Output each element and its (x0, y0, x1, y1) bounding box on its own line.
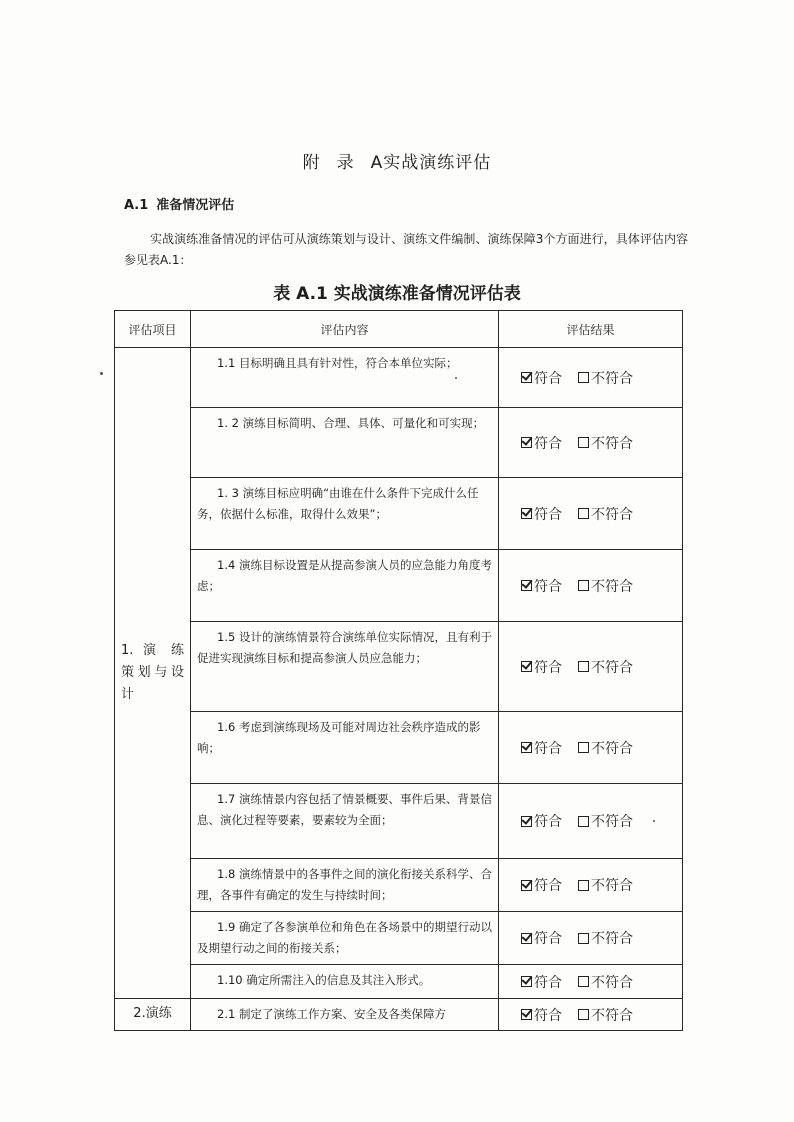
option-conform[interactable] (521, 433, 562, 453)
evaluation-item-2: 2.演练 (115, 999, 191, 1031)
evaluation-content-text: 1.8 演练情景中的各事件之间的演化衔接关系科学、合理，各事件有确定的发生与持续时间； (197, 867, 492, 902)
option-conform[interactable] (521, 928, 562, 948)
table-row (115, 965, 683, 999)
checked-checkbox[interactable] (521, 816, 532, 827)
option-label: 符合 (534, 974, 562, 991)
option-label: 不符合 (591, 659, 633, 676)
unchecked-checkbox[interactable] (578, 661, 589, 672)
option-nonconform[interactable] (578, 738, 633, 758)
evaluation-table (114, 310, 683, 1031)
option-nonconform[interactable] (578, 433, 633, 453)
table-row (115, 912, 683, 965)
evaluation-content-text: 1.5 设计的演练情景符合演练单位实际情况，且有利于促进实现演练目标和提高参演人员应急能力； (197, 630, 492, 665)
section-title: 准备情况评估 (156, 198, 235, 213)
evaluation-content (191, 550, 499, 622)
checked-checkbox[interactable] (521, 880, 532, 891)
option-label: 符合 (534, 1007, 562, 1024)
evaluation-result (499, 348, 683, 408)
evaluation-content-text: 1. 3 演练目标应明确“由谁在什么条件下完成什么任务，依据什么标准，取得什么效果”； (197, 486, 479, 521)
unchecked-checkbox[interactable] (578, 580, 589, 591)
appendix-title-part1: 附 (302, 153, 321, 173)
option-label: 符合 (534, 878, 562, 894)
unchecked-checkbox[interactable] (578, 1009, 589, 1020)
option-conform[interactable] (521, 738, 562, 758)
option-label: 不符合 (591, 974, 633, 991)
option-label: 不符合 (591, 506, 633, 523)
option-nonconform[interactable] (578, 875, 633, 895)
option-label: 符合 (534, 740, 562, 757)
evaluation-content-text: 1. 2 演练目标简明、合理、具体、可量化和可实现； (217, 416, 485, 430)
checked-checkbox[interactable] (521, 742, 532, 753)
option-conform[interactable] (521, 657, 562, 677)
header-item: 评估项目 (115, 311, 191, 348)
checked-checkbox[interactable] (521, 437, 532, 448)
option-conform[interactable] (521, 972, 562, 992)
evaluation-content-text: 1.7 演练情景内容包括了情景概要、事件后果、背景信息、演化过程等要素，要素较为全面； (197, 792, 492, 827)
evaluation-content (191, 348, 499, 408)
option-label: 不符合 (591, 878, 633, 894)
option-label: 不符合 (591, 740, 633, 757)
option-nonconform[interactable] (578, 972, 633, 992)
option-label: 符合 (534, 659, 562, 676)
evaluation-content (191, 859, 499, 912)
scan-speck (455, 377, 457, 379)
unchecked-checkbox[interactable] (578, 816, 589, 827)
evaluation-result (499, 965, 683, 999)
option-nonconform[interactable] (578, 1005, 633, 1025)
table-row (115, 622, 683, 712)
section-number: A.1 (124, 198, 149, 213)
checked-checkbox[interactable] (521, 976, 532, 987)
evaluation-result (499, 478, 683, 550)
table-row (115, 999, 683, 1031)
option-conform[interactable] (521, 1005, 562, 1025)
appendix-title (0, 148, 794, 173)
table-caption: 表 A.1 实战演练准备情况评估表 (273, 284, 521, 304)
evaluation-content-text: 1.9 确定了各参演单位和角色在各场景中的期望行动以及期望行动之间的衔接关系； (197, 920, 492, 955)
checked-checkbox[interactable] (521, 1009, 532, 1020)
evaluation-content (191, 999, 499, 1031)
evaluation-result (499, 712, 683, 784)
evaluation-content (191, 408, 499, 478)
option-label: 符合 (534, 506, 562, 523)
option-label: 不符合 (591, 931, 633, 947)
option-nonconform[interactable] (578, 928, 633, 948)
appendix-title-part2: 录 (336, 153, 355, 173)
unchecked-checkbox[interactable] (578, 742, 589, 753)
unchecked-checkbox[interactable] (578, 933, 589, 944)
checked-checkbox[interactable] (521, 580, 532, 591)
option-label: 符合 (534, 370, 562, 387)
evaluation-result (499, 999, 683, 1031)
table-row (115, 784, 683, 859)
option-label: 符合 (534, 578, 562, 595)
unchecked-checkbox[interactable] (578, 372, 589, 383)
scan-speck (653, 820, 655, 822)
evaluation-content-text: 2.1 制定了演练工作方案、安全及各类保障方 (217, 1007, 446, 1021)
section-heading (124, 194, 234, 213)
option-nonconform[interactable] (578, 368, 633, 388)
checked-checkbox[interactable] (521, 933, 532, 944)
option-conform[interactable] (521, 875, 562, 895)
evaluation-content (191, 478, 499, 550)
scan-speck (100, 372, 103, 375)
option-label: 不符合 (591, 370, 633, 387)
unchecked-checkbox[interactable] (578, 508, 589, 519)
option-label: 不符合 (591, 578, 633, 595)
unchecked-checkbox[interactable] (578, 976, 589, 987)
option-conform[interactable] (521, 811, 562, 831)
evaluation-content (191, 622, 499, 712)
evaluation-result (499, 622, 683, 712)
option-conform[interactable] (521, 368, 562, 388)
appendix-title-part3: A实战演练评估 (370, 153, 492, 173)
option-label: 不符合 (591, 1007, 633, 1024)
checked-checkbox[interactable] (521, 661, 532, 672)
evaluation-item-1: 1. 演 练 策划与设计 (115, 348, 191, 999)
option-conform[interactable] (521, 504, 562, 524)
evaluation-content-text: 1.6 考虑到演练现场及可能对周边社会秩序造成的影响； (197, 720, 481, 755)
evaluation-content-text: 1.10 确定所需注入的信息及其注入形式。 (217, 973, 431, 987)
evaluation-content (191, 712, 499, 784)
unchecked-checkbox[interactable] (578, 880, 589, 891)
header-result: 评估结果 (499, 311, 683, 348)
option-nonconform[interactable] (578, 657, 633, 677)
table-row (115, 712, 683, 784)
evaluation-content (191, 784, 499, 859)
option-label: 不符合 (591, 435, 633, 452)
unchecked-checkbox[interactable] (578, 437, 589, 448)
evaluation-content-text: 1.1 目标明确且具有针对性，符合本单位实际； (217, 356, 458, 370)
checked-checkbox[interactable] (521, 508, 532, 519)
evaluation-content (191, 965, 499, 999)
table-row (115, 348, 683, 408)
option-nonconform[interactable] (578, 576, 633, 596)
option-label: 符合 (534, 435, 562, 452)
option-nonconform[interactable] (578, 504, 633, 524)
evaluation-content-text: 1.4 演练目标设置是从提高参演人员的应急能力角度考虑； (197, 558, 492, 593)
evaluation-result (499, 408, 683, 478)
option-conform[interactable] (521, 576, 562, 596)
option-label: 符合 (534, 814, 562, 830)
checked-checkbox[interactable] (521, 372, 532, 383)
option-label: 不符合 (591, 814, 633, 830)
table-row (115, 478, 683, 550)
table-row (115, 859, 683, 912)
table-header-row (115, 311, 683, 348)
header-content: 评估内容 (191, 311, 499, 348)
evaluation-result (499, 912, 683, 965)
evaluation-content (191, 912, 499, 965)
option-nonconform[interactable] (578, 811, 633, 831)
evaluation-result (499, 550, 683, 622)
intro-paragraph: 实战演练准备情况的评估可从演练策划与设计、演练文件编制、演练保障3个方面进行，具体评估内容参见表A.1： (124, 232, 688, 267)
evaluation-result (499, 859, 683, 912)
table-row (115, 408, 683, 478)
option-label: 符合 (534, 931, 562, 947)
table-row (115, 550, 683, 622)
